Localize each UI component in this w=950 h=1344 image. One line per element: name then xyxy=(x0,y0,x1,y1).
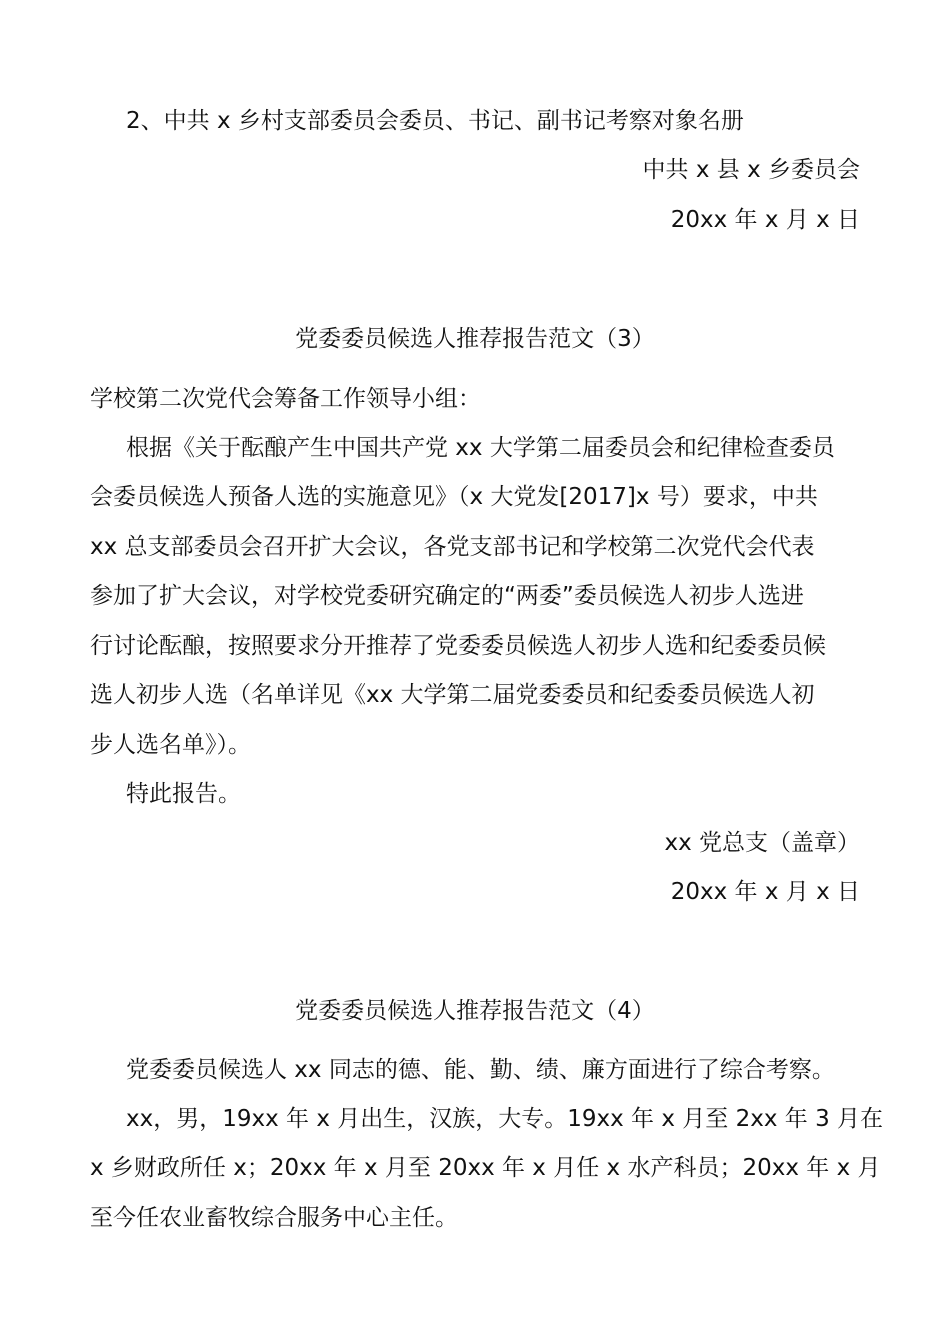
closing-text: 特此报告。 xyxy=(126,781,241,807)
body-line: 会委员候选人预备人选的实施意见》（x 大党发[2017]x 号）要求，中共 xyxy=(90,484,818,510)
section-title: 党委委员候选人推荐报告范文（4） xyxy=(295,998,655,1024)
attachment-item: 2、中共 x 乡村支部委员会委员、书记、副书记考察对象名册 xyxy=(126,108,744,134)
salutation: 学校第二次党代会筹备工作领导小组： xyxy=(90,386,481,412)
signature-date: 20xx 年 x 月 x 日 xyxy=(670,879,860,905)
body-line: xx 总支部委员会召开扩大会议，各党支部书记和学校第二次党代会代表 xyxy=(90,534,815,560)
section-title: 党委委员候选人推荐报告范文（3） xyxy=(295,326,655,352)
signature-date: 20xx 年 x 月 x 日 xyxy=(670,207,860,233)
body-line: 根据《关于酝酿产生中国共产党 xx 大学第二届委员会和纪律检查委员 xyxy=(126,435,835,461)
bio-line: 至今任农业畜牧综合服务中心主任。 xyxy=(90,1205,458,1231)
body-line: 步人选名单》）。 xyxy=(90,732,251,758)
body-line: 选人初步人选（名单详见《xx 大学第二届党委委员和纪委委员候选人初 xyxy=(90,682,815,708)
bio-line: xx，男，19xx 年 x 月出生，汉族，大专。19xx 年 x 月至 2xx 年 3 月在 xyxy=(126,1106,884,1132)
intro-paragraph: 党委委员候选人 xx 同志的德、能、勤、绩、廉方面进行了综合考察。 xyxy=(126,1057,835,1083)
body-line: 行讨论酝酿，按照要求分开推荐了党委委员候选人初步人选和纪委委员候 xyxy=(90,633,826,659)
signature-org: xx 党总支（盖章） xyxy=(664,830,860,856)
bio-line: x 乡财政所任 x；20xx 年 x 月至 20xx 年 x 月任 x 水产科员；20xx 年 x 月 xyxy=(90,1155,881,1181)
signature-org: 中共 x 县 x 乡委员会 xyxy=(642,157,860,183)
body-line: 参加了扩大会议，对学校党委研究确定的“两委”委员候选人初步人选进 xyxy=(90,583,804,609)
